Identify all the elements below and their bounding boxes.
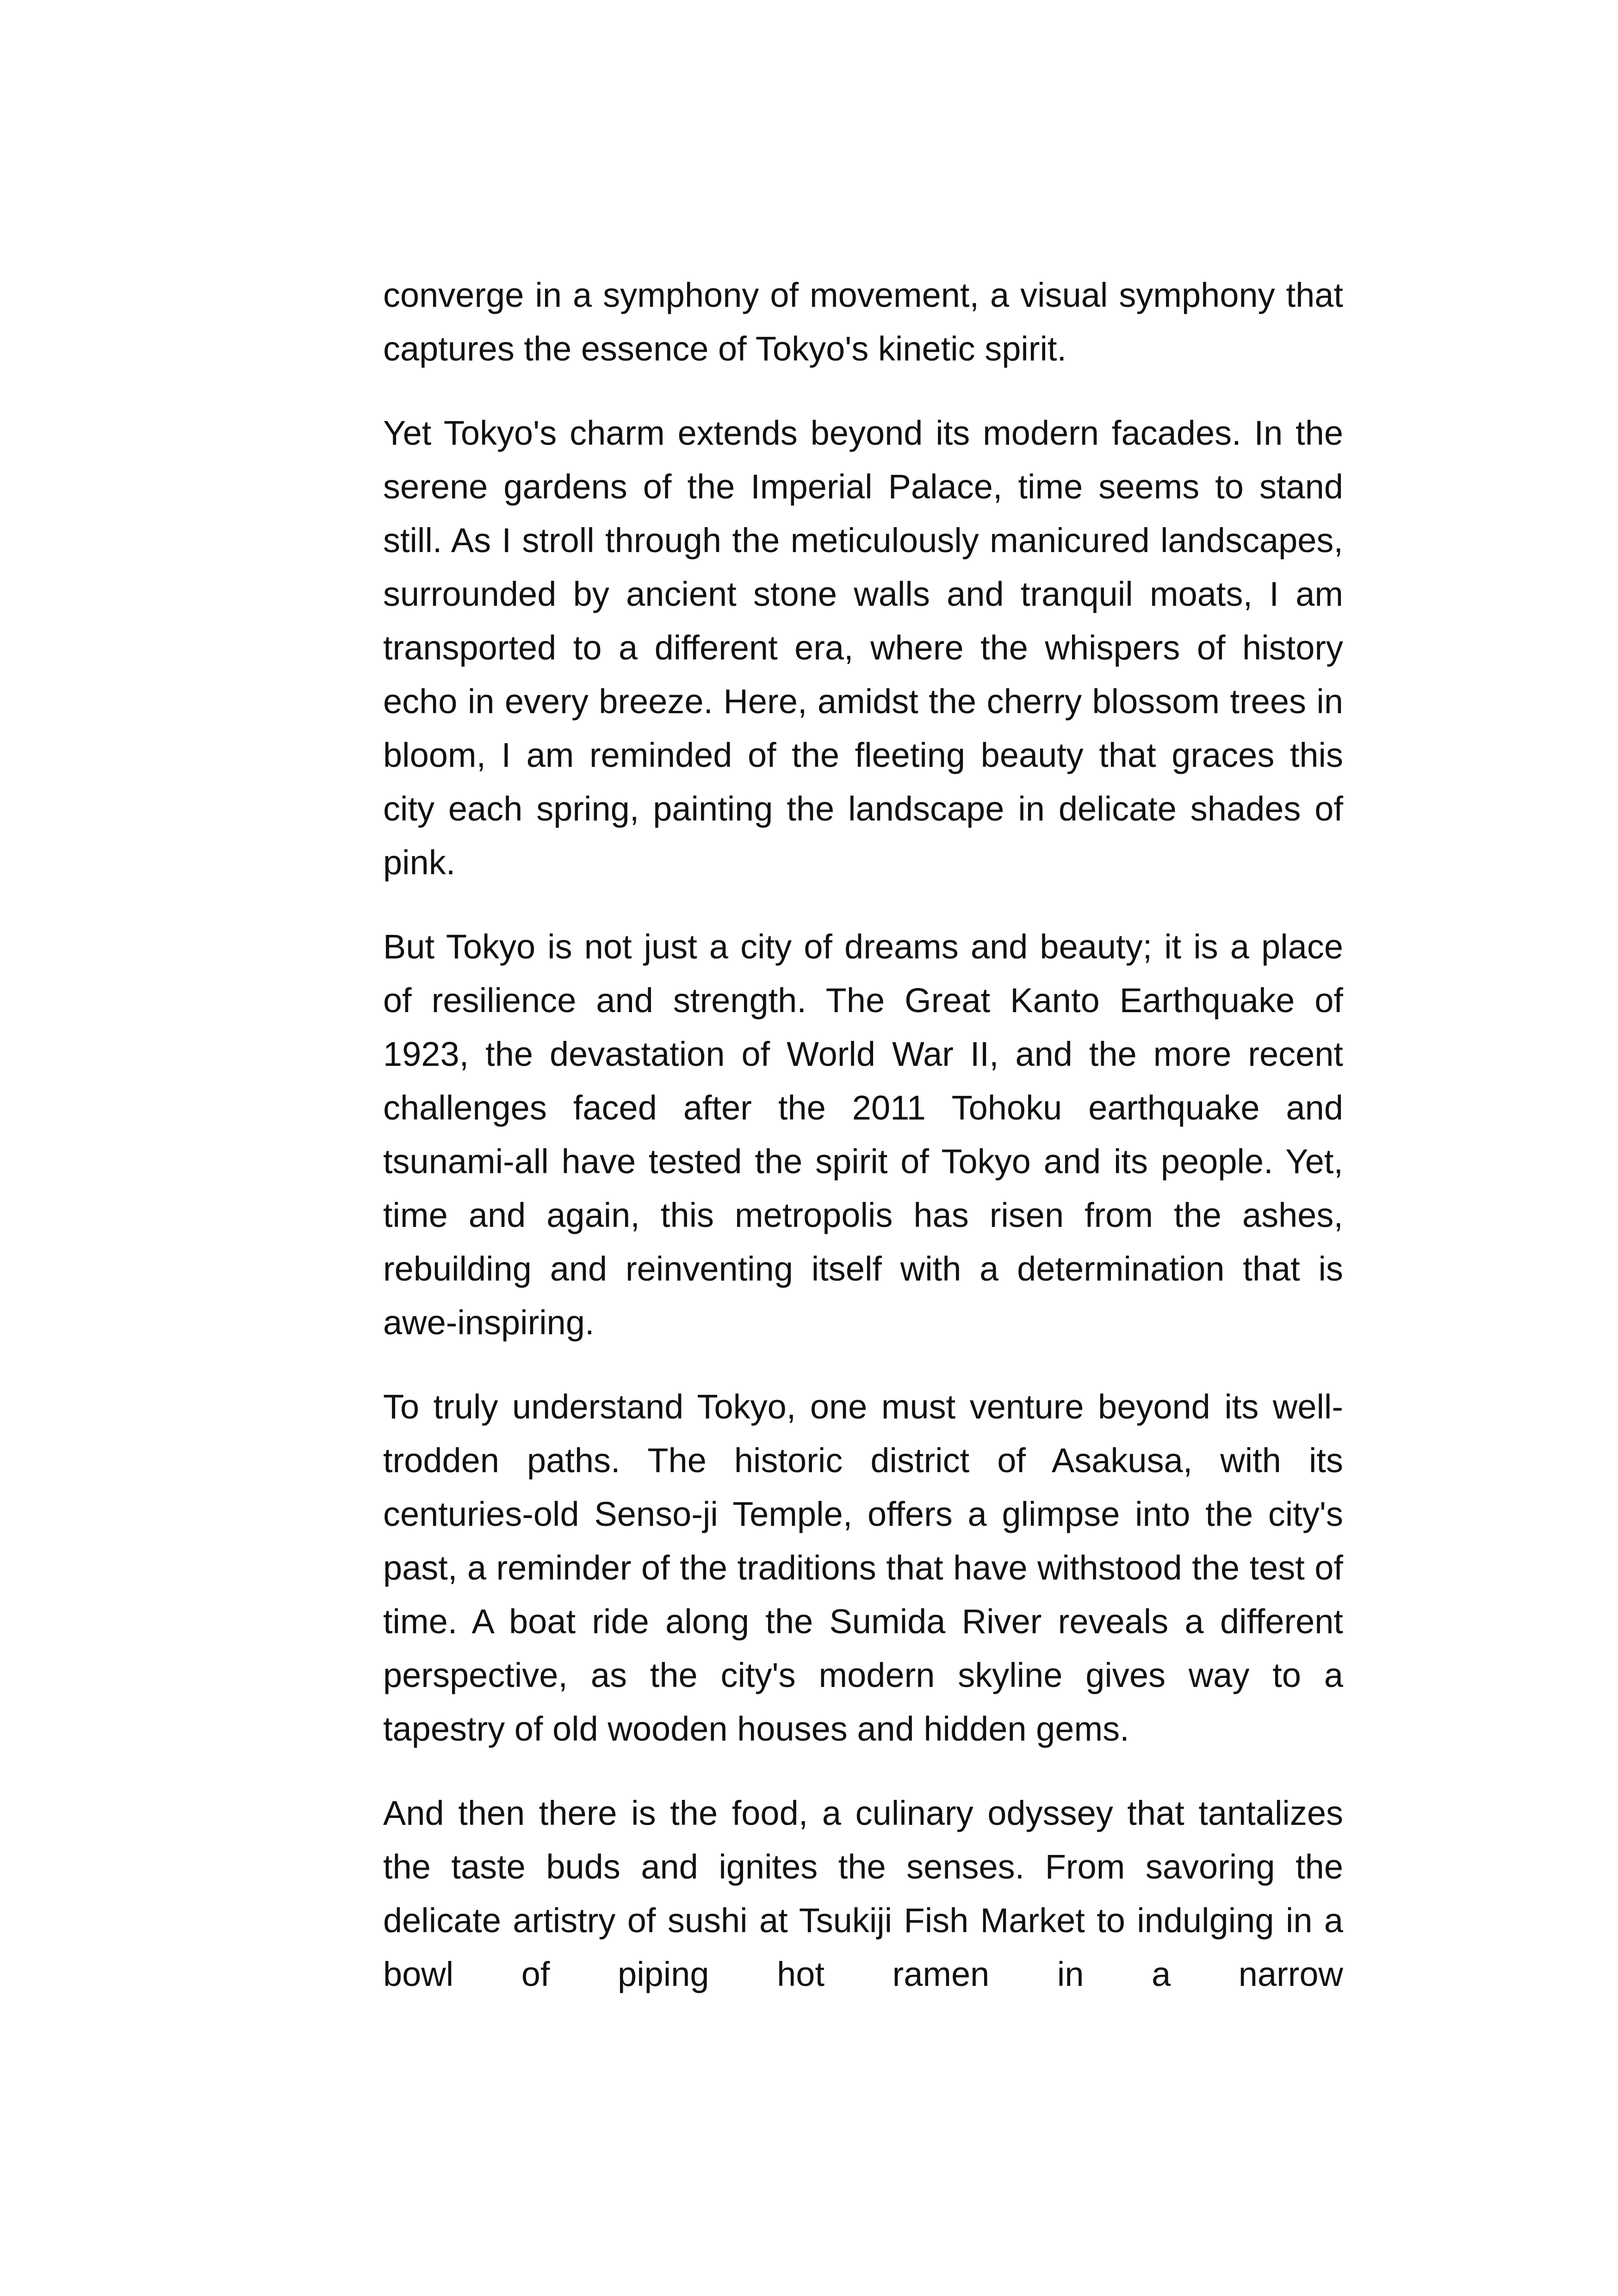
body-paragraph-1: converge in a symphony of movement, a visual symphony that captures the essence of Tokyo's kinetic spirit. bbox=[383, 276, 1343, 368]
body-paragraph-2: Yet Tokyo's charm extends beyond its modern facades. In the serene gardens of the Imperial Palace, time seems to stand still. As I stroll through the meticulously manicured landscapes, surrounded by ancient stone walls and tranquil moats, I am transported to a different era, where the whispers of history echo in every breeze. Here, amidst the cherry blossom trees in bloom, I am reminded of the fleeting beauty that graces this city each spring, painting the landscape in delicate shades of pink. bbox=[383, 414, 1343, 882]
body-paragraph-4: To truly understand Tokyo, one must venture beyond its well-trodden paths. The historic district of Asakusa, with its centuries-old Senso-ji Temple, offers a glimpse into the city's past, a reminder of the traditions that have withstood the test of time. A boat ride along the Sumida River reveals a different perspective, as the city's modern skyline gives way to a tapestry of old wooden houses and hidden gems. bbox=[383, 1388, 1343, 1748]
body-paragraph-5: And then there is the food, a culinary odyssey that tantalizes the taste buds and ignites the senses. From savoring the delicate artistry of sushi at Tsukiji Fish Market to indulging in a bowl of piping hot ramen in a narrow bbox=[383, 1794, 1343, 1993]
body-text-column bbox=[383, 268, 1343, 2032]
body-paragraph-3: But Tokyo is not just a city of dreams and beauty; it is a place of resilience and strength. The Great Kanto Earthquake of 1923, the devastation of World War II, and the more recent challenges faced after the 2011 Tohoku earthquake and tsunami-all have tested the spirit of Tokyo and its people. Yet, time and again, this metropolis has risen from the ashes, rebuilding and reinventing itself with a determination that is awe-inspiring. bbox=[383, 927, 1343, 1342]
